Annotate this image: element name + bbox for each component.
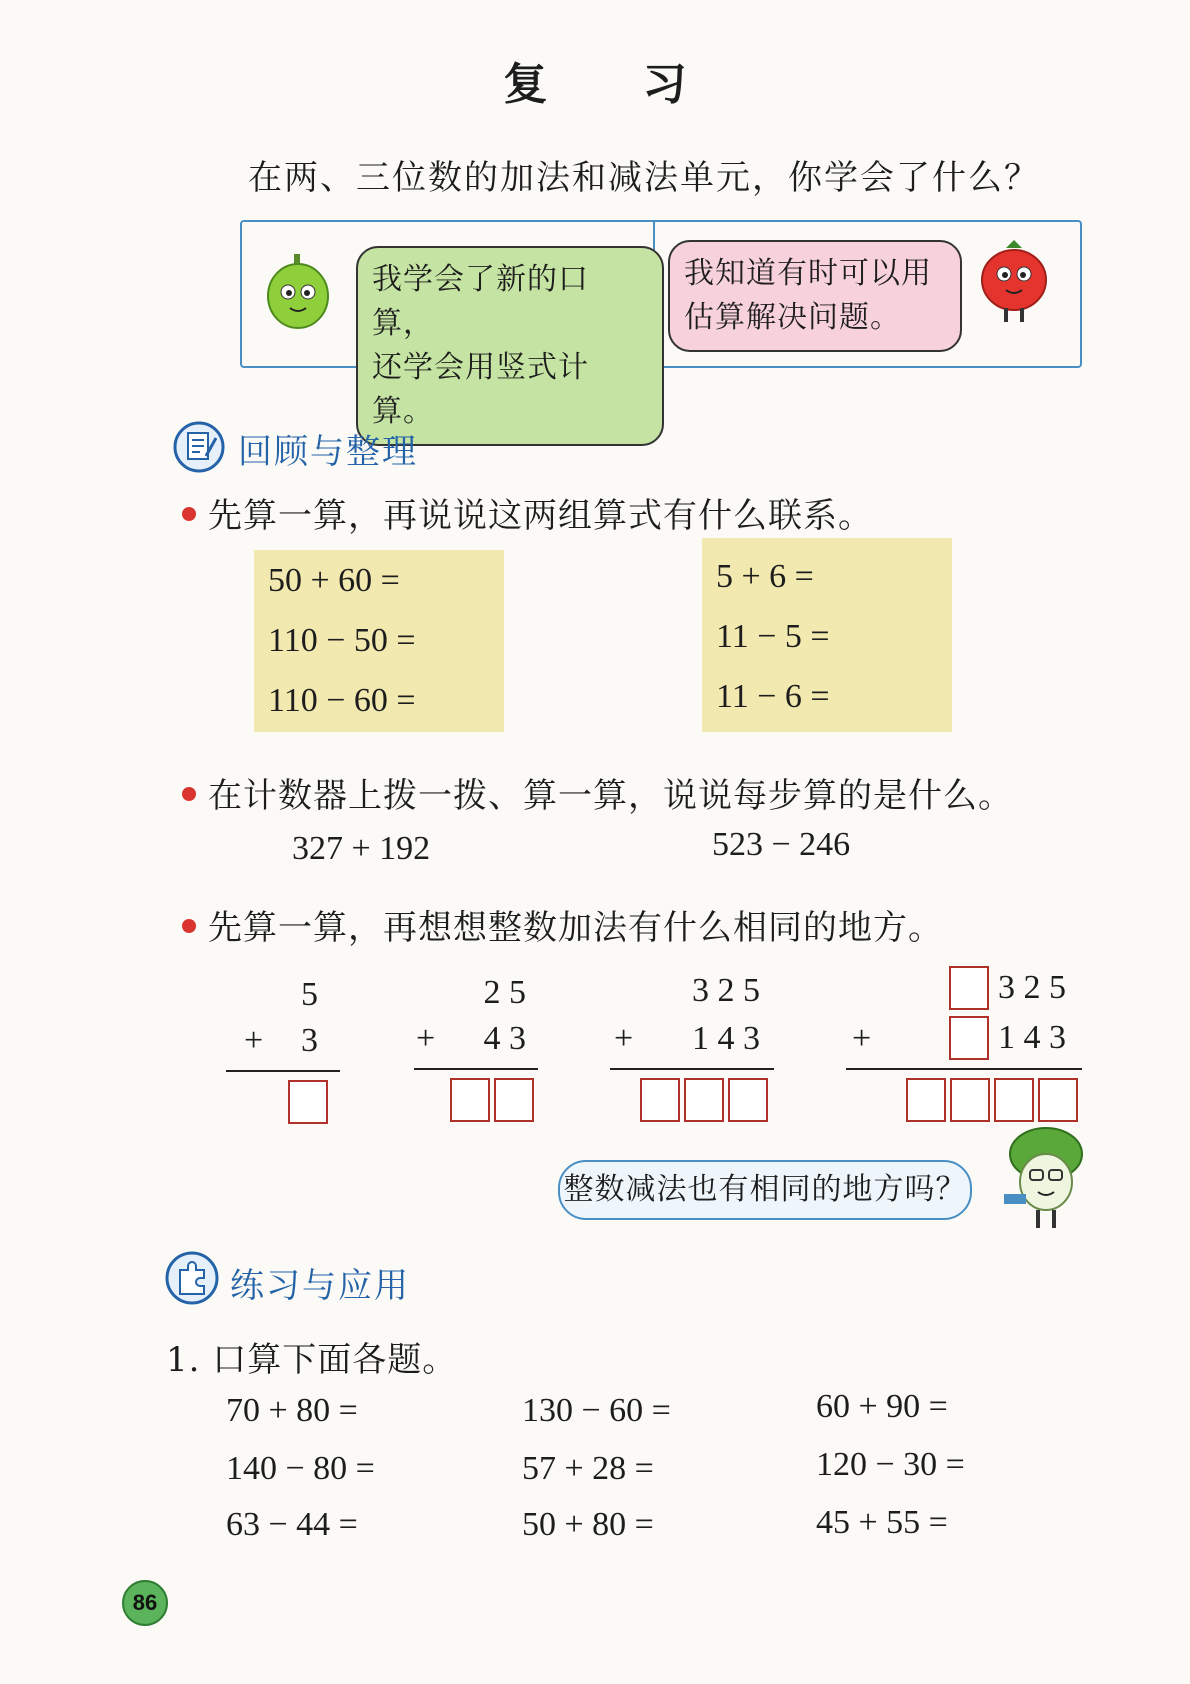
vertical-4-plus: + [852, 1020, 872, 1057]
practice-item-1-3: 60 + 90 = [816, 1388, 948, 1425]
vertical-4-top-row [949, 966, 1066, 1010]
practice-item-3-1: 63 − 44 = [226, 1506, 358, 1543]
vertical-3-top: 3 2 5 [692, 972, 760, 1009]
vertical-addition-1 [226, 976, 340, 1120]
vertical-addition-3 [610, 972, 774, 1120]
vertical-3-bottom: 1 4 3 [692, 1020, 760, 1057]
vertical-1-top: 5 [301, 976, 318, 1013]
practice-item-3-2: 50 + 80 = [522, 1506, 654, 1543]
answer-box[interactable] [640, 1078, 680, 1122]
review-question-2-text: 在计数器上拨一拨、算一算，说说每步算的是什么。 [208, 776, 1013, 816]
vertical-2-rule [414, 1068, 538, 1070]
practice-heading: 练习与应用 [230, 1266, 410, 1306]
vertical-4-top: 3 2 5 [998, 969, 1066, 1006]
speech-bubble-left [356, 246, 664, 446]
equation-b-1: 5 + 6 = [716, 558, 814, 595]
intro-question: 在两、三位数的加法和减法单元，你学会了什么？ [248, 158, 1040, 198]
equation-a-1: 50 + 60 = [268, 562, 400, 599]
vertical-addition-4 [846, 966, 1082, 1120]
answer-box[interactable] [450, 1078, 490, 1122]
pepper-character-icon [262, 252, 334, 336]
vertical-2-bottom: 4 3 [483, 1020, 526, 1057]
practice-item-2-2: 57 + 28 = [522, 1450, 654, 1487]
equation-group-b [702, 538, 952, 732]
answer-box[interactable] [684, 1078, 724, 1122]
vertical-addition-2 [414, 974, 538, 1120]
cabbage-character-icon [1000, 1124, 1090, 1232]
answer-box[interactable] [906, 1078, 946, 1122]
answer-box[interactable] [994, 1078, 1034, 1122]
abacus-expression-1: 327 + 192 [292, 830, 431, 867]
review-heading: 回顾与整理 [238, 432, 418, 472]
vertical-1-answer [288, 1080, 332, 1128]
practice-item-2-1: 140 − 80 = [226, 1450, 375, 1487]
bullet-dot-icon [182, 787, 196, 801]
review-question-1 [182, 488, 873, 537]
tomato-character-icon [976, 238, 1052, 324]
practice-item-2-3: 120 − 30 = [816, 1446, 965, 1483]
bullet-dot-icon [182, 919, 196, 933]
vertical-1-plus: + [244, 1022, 264, 1059]
answer-box[interactable] [949, 1016, 989, 1060]
bullet-dot-icon [182, 507, 196, 521]
equation-b-3: 11 − 6 = [716, 678, 830, 715]
practice-question-1: 1. 口算下面各题。 [166, 1340, 458, 1380]
answer-box[interactable] [728, 1078, 768, 1122]
review-section-icon [172, 420, 226, 474]
bubble-left-line-2: 还学会用竖式计算。 [372, 350, 589, 429]
vertical-3-plus: + [614, 1020, 634, 1057]
answer-box[interactable] [949, 966, 989, 1010]
vertical-1-rule [226, 1070, 340, 1072]
vertical-4-bottom: 1 4 3 [998, 1019, 1066, 1056]
answer-box[interactable] [1038, 1078, 1078, 1122]
vertical-2-plus: + [416, 1020, 436, 1057]
answer-box[interactable] [950, 1078, 990, 1122]
vertical-2-top: 2 5 [483, 974, 526, 1011]
page-number: 86 [122, 1580, 168, 1626]
abacus-expression-2: 523 − 246 [712, 826, 851, 863]
vertical-2-answer [450, 1078, 538, 1126]
vertical-4-answer [906, 1078, 1082, 1126]
practice-item-1-2: 130 − 60 = [522, 1392, 671, 1429]
bubble-left-line-1: 我学会了新的口算， [372, 262, 589, 341]
equation-a-3: 110 − 60 = [268, 682, 416, 719]
vertical-3-answer [640, 1078, 772, 1126]
vertical-4-rule [846, 1068, 1082, 1070]
answer-box[interactable] [288, 1080, 328, 1124]
review-question-3 [182, 900, 943, 949]
equation-a-2: 110 − 50 = [268, 622, 416, 659]
review-question-1-text: 先算一算，再说说这两组算式有什么联系。 [208, 496, 873, 536]
review-question-2 [182, 768, 1013, 817]
answer-box[interactable] [494, 1078, 534, 1122]
vertical-1-bottom: 3 [301, 1022, 318, 1059]
bubble-right-line-1: 我知道有时可以用 [684, 256, 932, 291]
vertical-3-rule [610, 1068, 774, 1070]
vertical-4-bottom-row [949, 1016, 1066, 1060]
practice-item-1-1: 70 + 80 = [226, 1392, 358, 1429]
speech-bubble-right [668, 240, 962, 352]
practice-item-3-3: 45 + 55 = [816, 1504, 948, 1541]
review-question-3-text: 先算一算，再想想整数加法有什么相同的地方。 [208, 908, 943, 948]
hint-speech-bubble: 整数减法也有相同的地方吗？ [558, 1160, 972, 1220]
bubble-right-line-2: 估算解决问题。 [684, 300, 901, 335]
practice-section-icon [164, 1250, 220, 1306]
equation-b-2: 11 − 5 = [716, 618, 830, 655]
equation-group-a [254, 550, 504, 732]
page-title: 复 习 [503, 59, 727, 110]
